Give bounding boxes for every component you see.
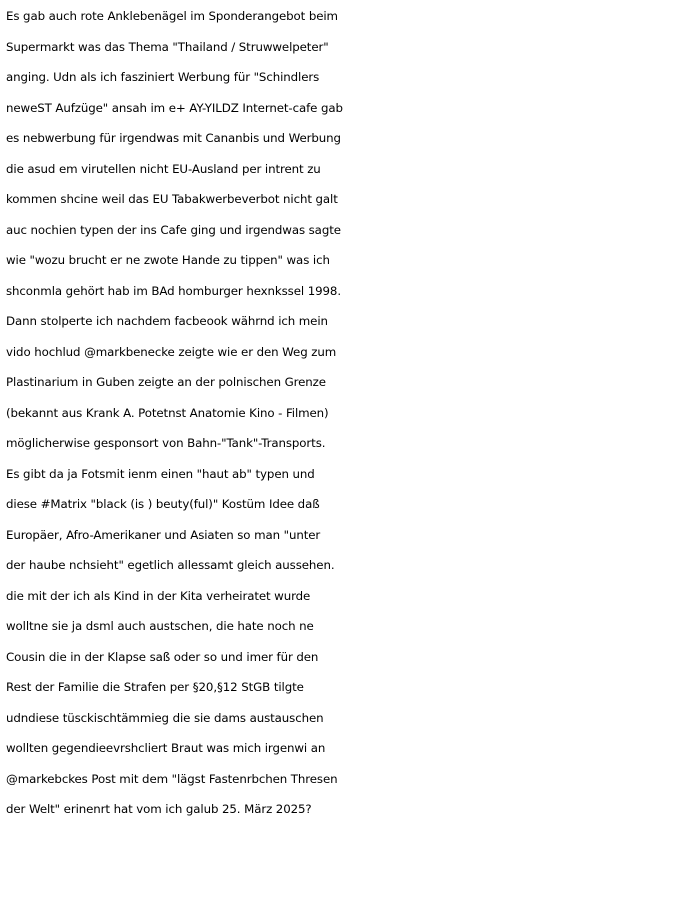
text-line: shconmla gehört hab im BAd homburger hexnkssel 1998. — [6, 283, 341, 298]
text-line: Es gab auch rote Anklebenägel im Sponderangebot beim — [6, 9, 338, 23]
text-line: die asud em virutellen nicht EU-Ausland per intrent zu — [6, 161, 321, 176]
text-line: Rest der Familie die Strafen per §20,§12 StGB tilgte — [6, 680, 304, 694]
text-line: @markebckes Post mit dem "lägst Fastenrbchen Thresen — [6, 771, 338, 786]
text-line: (bekannt aus Krank A. Potetnst Anatomie Kino - Filmen) — [6, 405, 329, 420]
text-line: Supermarkt was das Thema "Thailand / Struwwelpeter" — [6, 39, 329, 54]
text-line: vido hochlud @markbenecke zeigte wie er den Weg zum — [6, 344, 337, 359]
text-line: Plastinarium in Guben zeigte an der polnischen Grenze — [6, 375, 326, 389]
text-line: es nebwerbung für irgendwas mit Cananbis und Werbung — [6, 131, 341, 145]
text-line: diese #Matrix "black (is ) beuty(ful)" Kostüm Idee daß — [6, 497, 320, 511]
text-line: neweST Aufzüge" ansah im e+ AY-YILDZ Internet-cafe gab — [6, 100, 343, 115]
text-line: wie "wozu brucht er ne zwote Hande zu tippen" was ich — [6, 253, 330, 267]
text-line: Europäer, Afro-Amerikaner und Asiaten so man "unter — [6, 527, 321, 542]
text-line: möglicherwise gesponsort von Bahn-"Tank"-Transports. — [6, 436, 326, 450]
text-line: anging. Udn als ich fasziniert Werbung für "Schindlers — [6, 70, 320, 84]
text-line: kommen shcine weil das EU Tabakwerbeverbot nicht galt — [6, 192, 338, 206]
text-line: der Welt" erinenrt hat vom ich galub 25. März 2025? — [6, 802, 312, 816]
text-line: Es gibt da ja Fotsmit ienm einen "haut ab" typen und — [6, 466, 315, 481]
text-line: auc nochien typen der ins Cafe ging und irgendwas sagte — [6, 222, 341, 237]
document-text-block — [6, 0, 684, 920]
text-line: udndiese tüsckischtämmieg die sie dams austauschen — [6, 710, 324, 725]
text-line: wollten gegendieevrshcliert Braut was mich irgenwi an — [6, 741, 326, 755]
text-line: wolltne sie ja dsml auch austschen, die hate noch ne — [6, 619, 314, 633]
text-line: der haube nchsieht" egetlich allessamt gleich aussehen. — [6, 558, 335, 572]
text-line: Cousin die in der Klapse saß oder so und imer für den — [6, 649, 319, 664]
text-line: Dann stolperte ich nachdem facbeook währnd ich mein — [6, 314, 328, 328]
text-line: die mit der ich als Kind in der Kita verheiratet wurde — [6, 588, 311, 603]
